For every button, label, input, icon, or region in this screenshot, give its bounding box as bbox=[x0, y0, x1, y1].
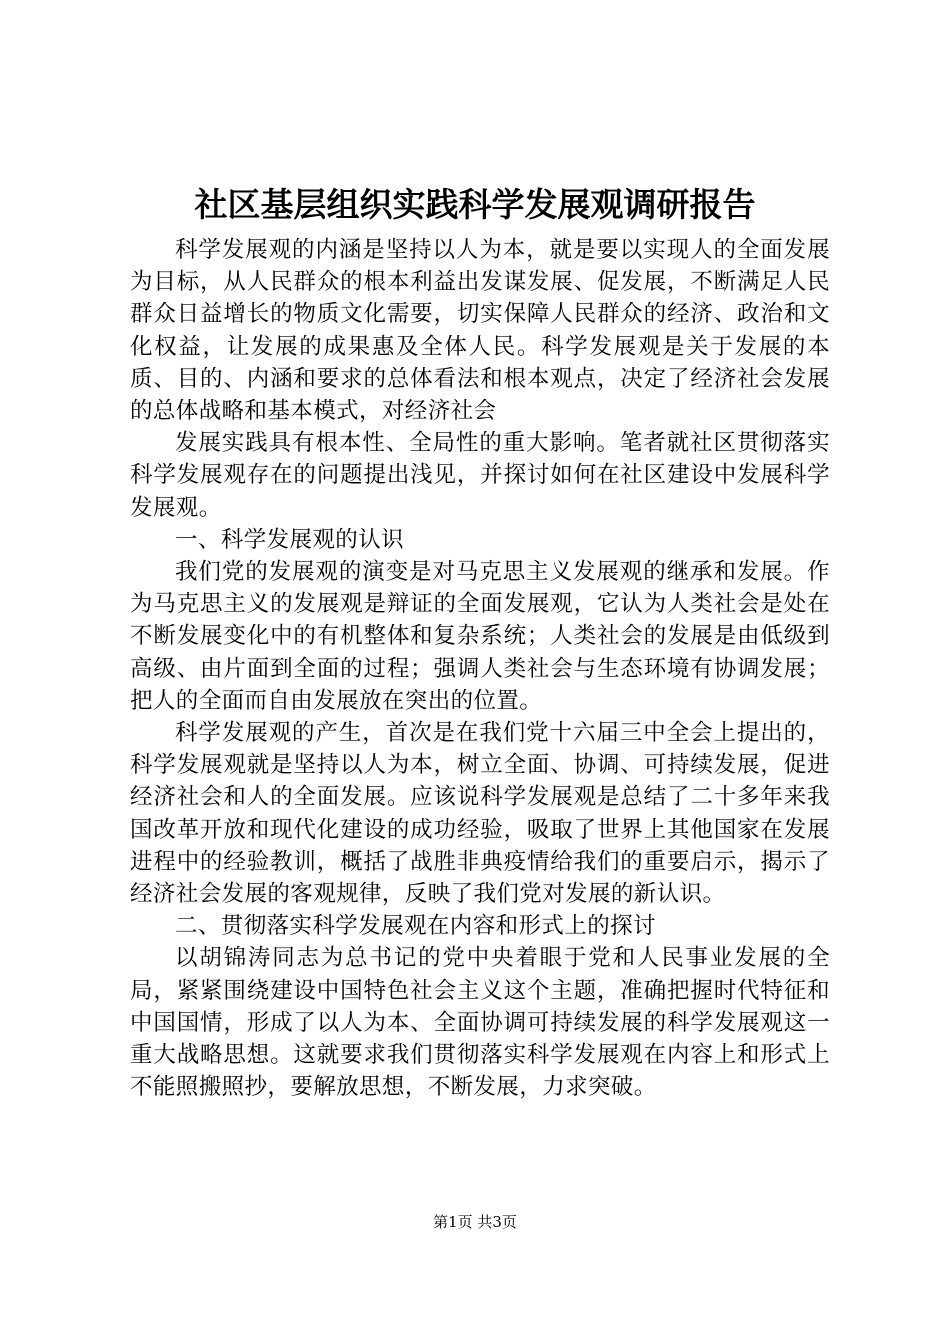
document-body bbox=[130, 234, 830, 1103]
paragraph-origin: 科学发展观的产生，首次是在我们党十六届三中全会上提出的，科学发展观就是坚持以人为本，树立全面、协调、可持续发展，促进经济社会和人的全面发展。应该说科学发展观是总结了二十多年来我国改革开放和现代化建设的成功经验，吸取了世界上其他国家在发展进程中的经验教训，概括了战胜非典疫情给我们的重要启示，揭示了经济社会发展的客观规律，反映了我们党对发展的新认识。 bbox=[130, 720, 830, 908]
paragraph-implementation: 以胡锦涛同志为总书记的党中央着眼于党和人民事业发展的全局，紧紧围绕建设中国特色社会主义这个主题，准确把握时代特征和中国国情，形成了以人为本、全面协调可持续发展的科学发展观这一重大战略思想。这就要求我们贯彻落实科学发展观在内容上和形式上不能照搬照抄，要解放思想，不断发展，力求突破。 bbox=[130, 945, 830, 1101]
paragraph-intro: 科学发展观的内涵是坚持以人为本，就是要以实现人的全面发展为目标，从人民群众的根本利益出发谋发展、促发展，不断满足人民群众日益增长的物质文化需要，切实保障人民群众的经济、政治和文化权益，让发展的成果惠及全体人民。科学发展观是关于发展的本质、目的、内涵和要求的总体看法和根本观点，决定了经济社会发展的总体战略和基本模式，对经济社会 bbox=[130, 237, 830, 425]
document-title: 社区基层组织实践科学发展观调研报告 bbox=[194, 185, 756, 224]
paragraph-continuation: 发展实践具有根本性、全局性的重大影响。笔者就社区贯彻落实科学发展观存在的问题提出浅见，并探讨如何在社区建设中发展科学发展观。 bbox=[130, 430, 830, 521]
section-heading-1: 一、科学发展观的认识 bbox=[175, 526, 405, 553]
page-number-footer: 第1页 共3页 bbox=[433, 1213, 517, 1231]
paragraph-evolution: 我们党的发展观的演变是对马克思主义发展观的继承和发展。作为马克思主义的发展观是辩证的全面发展观，它认为人类社会是处在不断发展变化中的有机整体和复杂系统；人类社会的发展是由低级到高级、由片面到全面的过程；强调人类社会与生态环境有协调发展；把人的全面而自由发展放在突出的位置。 bbox=[130, 559, 830, 714]
section-heading-2: 二、贯彻落实科学发展观在内容和形式上的探讨 bbox=[175, 913, 656, 940]
